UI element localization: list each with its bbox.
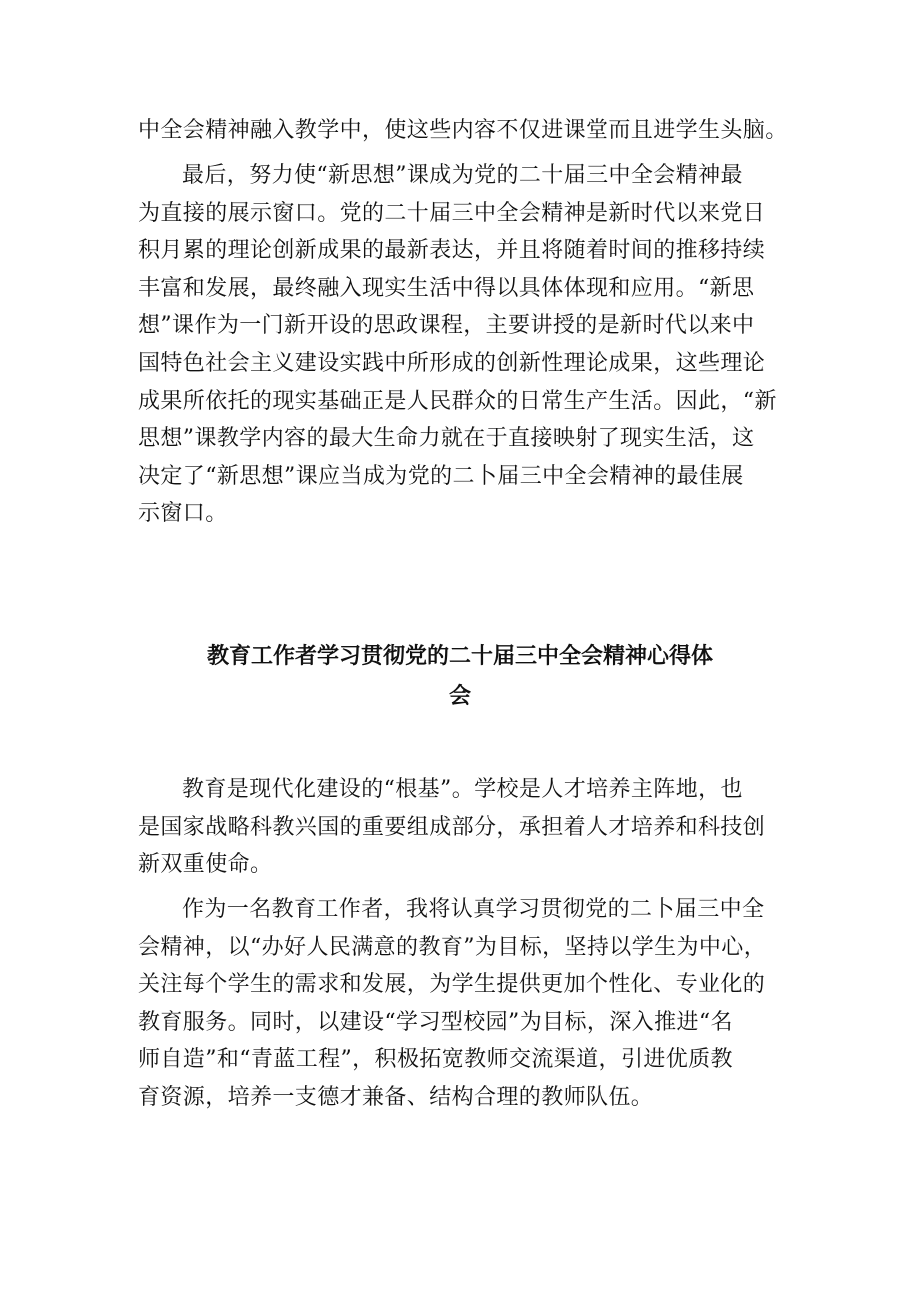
text-line: 成果所依托的现实基础正是人民群众的日常生产生活。因此，“新 <box>138 388 777 414</box>
text-line: 积月累的理论创新成果的最新表达，并且将随着时间的推移持续 <box>138 238 766 264</box>
text-line: 中全会精神融入教学中，使这些内容不仅进课堂而且进学生头脑。 <box>138 118 788 143</box>
article-title <box>110 637 810 717</box>
text-line: 最后，努力使“新思想”课成为党的二十届三中全会精神最 <box>182 163 743 188</box>
text-line: 关注每个学生的需求和发展，为学生提供更加个性化、专业化的 <box>138 972 766 998</box>
text-line: 教育服务。同时，以建设“学习型校园”为目标，深入推进“名 <box>138 1009 733 1035</box>
text-line: 国特色社会主义建设实践中所形成的创新性理论成果，这些理论 <box>138 350 766 376</box>
paragraph-continuation <box>138 112 798 150</box>
paragraph-commitment <box>138 891 798 1117</box>
text-line: 丰富和发展，最终融入现实生活中得以具体体现和应用。“新思 <box>138 275 755 301</box>
text-line: 作为一名教育工作者，我将认真学习贯彻党的二卜届三中全 <box>182 897 765 922</box>
paragraph-final-point <box>138 157 798 533</box>
text-line: 育资源，培养一支德才兼备、结构合理的教师队伍。 <box>138 1084 654 1110</box>
text-line: 会精神，以“办好人民满意的教育”为目标，坚持以学生为中心， <box>138 934 767 960</box>
text-line: 想”课作为一门新开设的思政课程，主要讲授的是新时代以来中 <box>138 313 755 339</box>
text-line: 决定了“新思想”课应当成为党的二卜届三中全会精神的最佳展 <box>138 463 744 489</box>
text-line: 新双重使命。 <box>138 852 273 878</box>
text-line: 思想”课教学内容的最大生命力就在于直接映射了现实生活，这 <box>138 426 755 452</box>
text-line: 教育是现代化建设的“根基”。学校是人才培养主阵地，也 <box>182 777 743 802</box>
text-line: 示窗口。 <box>138 501 228 527</box>
title-line: 会 <box>448 684 471 709</box>
text-line: 是国家战略科教兴国的重要组成部分，承担着人才培养和科技创 <box>138 814 766 840</box>
text-line: 为直接的展示窗口。党的二十届三中全会精神是新时代以来党日 <box>138 200 766 226</box>
paragraph-intro <box>138 771 798 884</box>
text-line: 师自造”和“青蓝工程”，积极拓宽教师交流渠道，引进优质教 <box>138 1047 733 1073</box>
title-line: 教育工作者学习贯彻党的二十届三中全会精神心得体 <box>206 644 713 669</box>
